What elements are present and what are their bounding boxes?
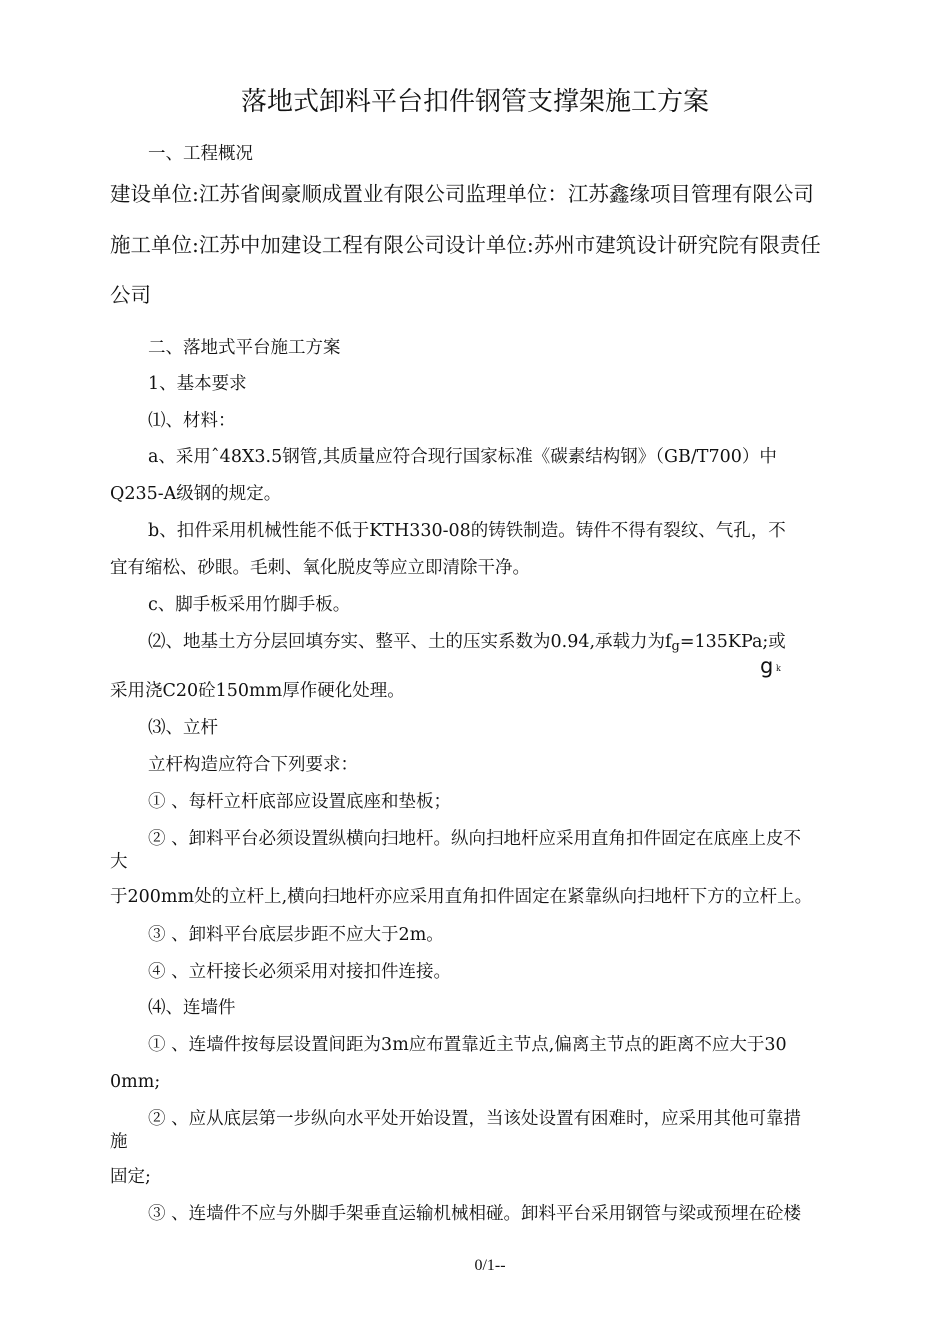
pole-item-2-cont: 于200mm处的立杆上,横向扫地杆亦应采用直角扣件固定在紧靠纵向扫地杆下方的立杆上。 [110, 887, 813, 907]
pole-item-3: ③ 、卸料平台底层步距不应大于2m。 [148, 925, 444, 945]
pole-item-1: ① 、每杆立杆底部应设置底座和垫板； [148, 792, 452, 812]
wall-tie-item-2: ② 、应从底层第一步纵向水平处开始设置，当该处设置有困难时，应采用其他可靠措 [148, 1109, 802, 1129]
heading-materials: ⑴、材料： [148, 411, 236, 431]
wall-tie-item-3: ③ 、连墙件不应与外脚手架垂直运输机械相碰。卸料平台采用钢管与梁或预埋在砼楼 [148, 1204, 802, 1224]
construction-unit-line: 建设单位:江苏省闽豪顺成置业有限公司监理单位：江苏鑫缘项目管理有限公司 [110, 182, 814, 206]
document-title: 落地式卸料平台扣件钢管支撑架施工方案 [240, 87, 709, 117]
pole-item-2: ② 、卸料平台必须设置纵横向扫地杆。纵向扫地杆应采用直角扣件固定在底座上皮不 [148, 829, 802, 849]
foundation-text: ⑵、地基土方分层回填夯实、整平、土的压实系数为0.94,承载力为f [148, 632, 672, 652]
contractor-unit-line: 施工单位:江苏中加建设工程有限公司设计单位:苏州市建筑设计研究院有限责任 [110, 233, 821, 257]
wall-tie-item-2-wrap: 施 [110, 1132, 128, 1152]
heading-platform-plan: 二、落地式平台施工方案 [148, 338, 341, 358]
paragraph-c: c、脚手板采用竹脚手板。 [148, 595, 351, 615]
paragraph-b: b、扣件采用机械性能不低于KTH330-08的铸铁制造。铸件不得有裂纹、气孔，不 [148, 521, 786, 541]
heading-basic-requirements: 1、基本要求 [148, 374, 247, 394]
pole-item-4: ④ 、立杆接长必须采用对接扣件连接。 [148, 962, 452, 982]
wall-tie-item-1: ① 、连墙件按每层设置间距为3m应布置靠近主节点,偏离主节点的距离不应大于30 [148, 1035, 787, 1055]
wall-tie-item-1-cont: 0mm; [110, 1072, 161, 1092]
foundation-text-cont: =135KPa;或 [679, 632, 786, 652]
page-number: 0/1-- [474, 1257, 506, 1274]
heading-wall-ties: ⑷、连墙件 [148, 998, 236, 1018]
heading-project-overview: 一、工程概况 [148, 144, 253, 164]
paragraph-foundation-cont: 采用浇C20砼150mm厚作硬化处理。 [110, 681, 405, 701]
wall-tie-item-2-cont: 固定; [110, 1167, 151, 1187]
heading-upright-pole: ⑶、立杆 [148, 718, 218, 738]
pole-item-2-wrap: 大 [110, 852, 128, 872]
contractor-unit-line-cont: 公司 [110, 283, 151, 307]
paragraph-a: a、采用ˆ48X3.5钢管,其质量应符合现行国家标准《碳素结构钢》（GB/T700）中 [148, 447, 777, 467]
formula-k-subscript: k [776, 664, 781, 673]
formula-g-glyph: g [760, 654, 774, 678]
paragraph-b-cont: 宜有缩松、砂眼。毛刺、氧化脱皮等应立即清除干净。 [110, 558, 530, 578]
formula-subscript-g: g [671, 639, 680, 654]
paragraph-foundation [148, 631, 786, 655]
pole-requirements-intro: 立杆构造应符合下列要求： [148, 755, 358, 775]
paragraph-a-cont: Q235-A级钢的规定。 [110, 484, 282, 504]
